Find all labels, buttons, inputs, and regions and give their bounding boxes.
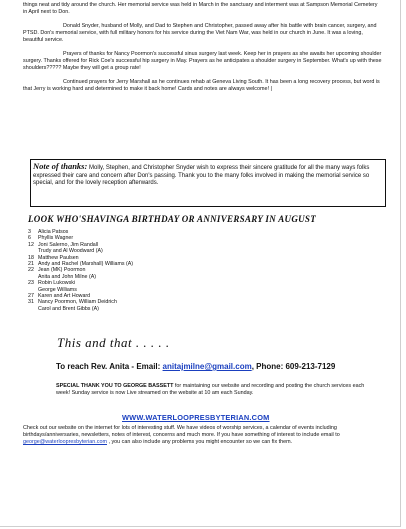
birthday-name: Phyllis Wagner	[38, 235, 74, 242]
snyder-memorial-paragraph: Donald Snyder, husband of Molly, and Dad to Stephen and Christopher, passed away after his battle with brain cancer, surgery, and PTSD. Don's memorial service, with full military honors for his service during the Viet Nam War, was held in our church in June. It was a loving, beautiful service.	[23, 23, 377, 43]
birthday-name: Jean (MK) Poormon	[38, 267, 86, 274]
birthday-name: Joni Salerno, Jim Randall	[38, 241, 99, 248]
birthday-day: 23	[28, 280, 34, 287]
birthday-day: 12	[28, 241, 34, 248]
birthday-day: 21	[28, 261, 34, 268]
this-and-that-heading: This and that . . . . .	[57, 335, 170, 350]
note-of-thanks-box	[30, 159, 386, 207]
birthday-day: 27	[28, 293, 34, 300]
birthday-list	[28, 229, 133, 312]
birthday-name: Alicia Patsos	[38, 229, 69, 235]
website-info-text-1: Check out our website on the internet for lots of interesting stuff. We have videos of worship services, a calendar of events including birthdays/anniversaries, newsletters, notes of interest, concerns and much more. If you have something of interest to include email to	[23, 425, 340, 438]
website-info-paragraph	[23, 425, 385, 446]
birthday-name-extra: Trudy and Al Woodward (A)	[38, 248, 103, 255]
memorial-paragraph-continued: things neat and tidy around the church. Her memorial service was held in March in the sanctuary and interment was at Sampson Memorial Cemetery in April next to Don.	[23, 2, 378, 15]
pastor-email-link[interactable]: anitajmilne@gmail.com	[162, 362, 252, 371]
birthday-heading: LOOK WHO'SHAVINGA BIRTHDAY OR ANNIVERSARY IN AUGUST	[28, 214, 317, 224]
website-link[interactable]: WWW.WATERLOOPRESBYTERIAN.COM	[122, 413, 270, 422]
birthday-name: Karen and Art Howard	[38, 293, 91, 300]
contact-line	[56, 362, 335, 371]
special-thanks-paragraph	[56, 383, 376, 397]
birthday-day: 18	[28, 254, 34, 261]
special-thanks-bold: SPECIAL THANK YOU TO GEORGE BASSETT	[56, 383, 174, 389]
intro-section	[23, 2, 383, 93]
birthday-name-extra: Carol and Brent Gibbs (A)	[38, 305, 99, 312]
website-info-text-2: , you can also include any problems you might encounter so we can fix them.	[106, 439, 293, 445]
birthday-day: 31	[28, 299, 34, 306]
webmaster-email-link[interactable]: george@waterloopresbyterian.com	[23, 439, 107, 445]
birthday-day: 3	[28, 229, 31, 235]
birthday-day: 22	[28, 267, 34, 274]
birthday-name: Nancy Poormon, William Deidrich	[38, 299, 117, 306]
birthday-name: Matthew Paulsen	[38, 254, 79, 261]
marshall-paragraph: Continued prayers for Jerry Marshall as he continues rehab at Geneva Living South. It has been a long recovery process, but word is that Jerry is working hard and determined to make it back home! Cards and notes are always welcome! |	[23, 79, 380, 92]
birthday-name: Robin Lukowski	[38, 280, 76, 287]
birthday-name-extra: George Williams	[38, 286, 77, 293]
birthday-day: 6	[28, 235, 31, 242]
birthday-name-extra: Anita and John Milne (A)	[38, 273, 97, 280]
note-of-thanks-heading: Note of thanks:	[33, 161, 88, 171]
contact-prefix: To reach Rev. Anita - Email:	[56, 362, 163, 371]
special-thanks-text: for maintaining our website and recording and posting the church services each week! Sunday service is now Live streamed on the website at 10 am each Sunday.	[56, 383, 365, 396]
birthday-name: Andy and Rachel (Marshall) Williams (A)	[38, 261, 134, 268]
contact-phone: , Phone: 609-213-7129	[251, 362, 336, 371]
note-of-thanks-text: Molly, Stephen, and Christopher Snyder wish to express their sincere gratitude for all the many ways folks expressed their care and concern after Don's passing. Thank you to the many folks involved in making the memorial service so special, and for the lovely reception afterwards.	[33, 165, 370, 186]
prayers-paragraph: Prayers of thanks for Nancy Poormon's successful sinus surgery last week. Keep her in prayers as she awaits her upcoming shoulder surgery. Thanks offered for Rick Coe's successful hip surgery in May. Prayers as he anticipates a shoulder surgery in September. What's up with these shoulders????? Maybe they will get a group rate!	[23, 51, 382, 71]
